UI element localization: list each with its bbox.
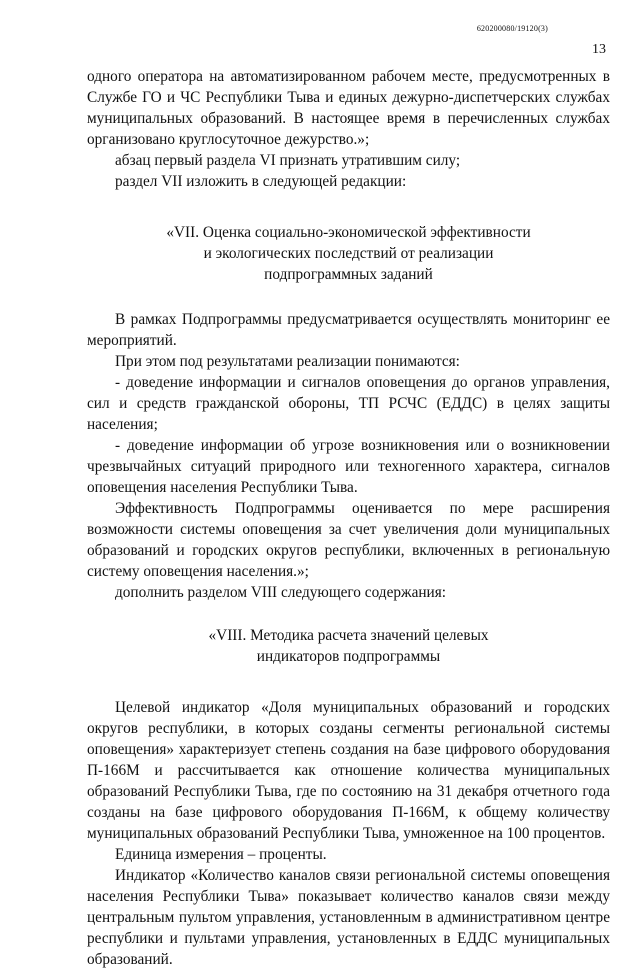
section8-title	[87, 625, 610, 667]
paragraph-monitoring: В рамках Подпрограммы предусматривается осуществлять мониторинг ее мероприятий.	[87, 311, 610, 349]
paragraph-result-item: - доведение информации и сигналов оповещения до органов управления, сил и средств гражданской обороны, ТП РСЧС (ЕДДС) в целях защиты населения;	[87, 374, 610, 433]
section7-title-line: подпрограммных заданий	[264, 266, 433, 283]
paragraph-section6-repeal: абзац первый раздела VI признать утратившим силу;	[115, 152, 461, 169]
section7-title-line: «VII. Оценка социально-экономической эффективности	[166, 224, 531, 241]
section8-title-line: индикаторов подпрограммы	[256, 648, 441, 665]
section7-title-line: и экологических последствий от реализации	[203, 245, 494, 262]
document-body	[87, 66, 610, 970]
paragraph-unit: Единица измерения – проценты.	[115, 846, 327, 863]
section8-title-line: «VIII. Методика расчета значений целевых	[208, 627, 489, 644]
document-code: 620200080/19120(3)	[476, 24, 548, 33]
paragraph-continuation: одного оператора на автоматизированном рабочем месте, предусмотренных в Службе ГО и ЧС Республики Тыва и единых дежурно-диспетчерских службах муниципальных образований. В настоящее время в перечисленных службах организовано круглосуточное дежурство.»;	[87, 68, 610, 148]
paragraph-efficiency: Эффективность Подпрограммы оценивается по мере расширения возможности системы оповещения за счет увеличения доли муниципальных образований и городских округов республики, включенных в региональную систему оповещения населения.»;	[87, 500, 610, 580]
paragraph-section7-intro: раздел VII изложить в следующей редакции:	[115, 173, 407, 190]
paragraph-channels-indicator: Индикатор «Количество каналов связи региональной системы оповещения населения Республики Тыва» показывает количество каналов связи между центральным пультом управления, установленным в административном центре республики и пультами управления, установленных в ЕДДС муниципальных образований.	[87, 867, 610, 968]
section7-title	[87, 222, 610, 285]
paragraph-target-indicator: Целевой индикатор «Доля муниципальных образований и городских округов республики, в которых созданы сегменты региональной системы оповещения» характеризует степень создания на базе цифрового оборудования П-166М и рассчитывается как отношение количества муниципальных образований Республики Тыва, где по состоянию на 31 декабря отчетного года созданы на базе цифрового оборудования П-166М, к общему количеству муниципальных образований Республики Тыва, умноженное на 100 процентов.	[87, 699, 610, 842]
paragraph-result-item: - доведение информации об угрозе возникновения или о возникновении чрезвычайных ситуаций природного или техногенного характера, сигналов оповещения населения Республики Тыва.	[87, 437, 610, 496]
paragraph-results-intro: При этом под результатами реализации понимаются:	[115, 353, 460, 370]
paragraph-section8-intro: дополнить разделом VIII следующего содержания:	[115, 584, 447, 601]
page-number: 13	[592, 42, 606, 57]
